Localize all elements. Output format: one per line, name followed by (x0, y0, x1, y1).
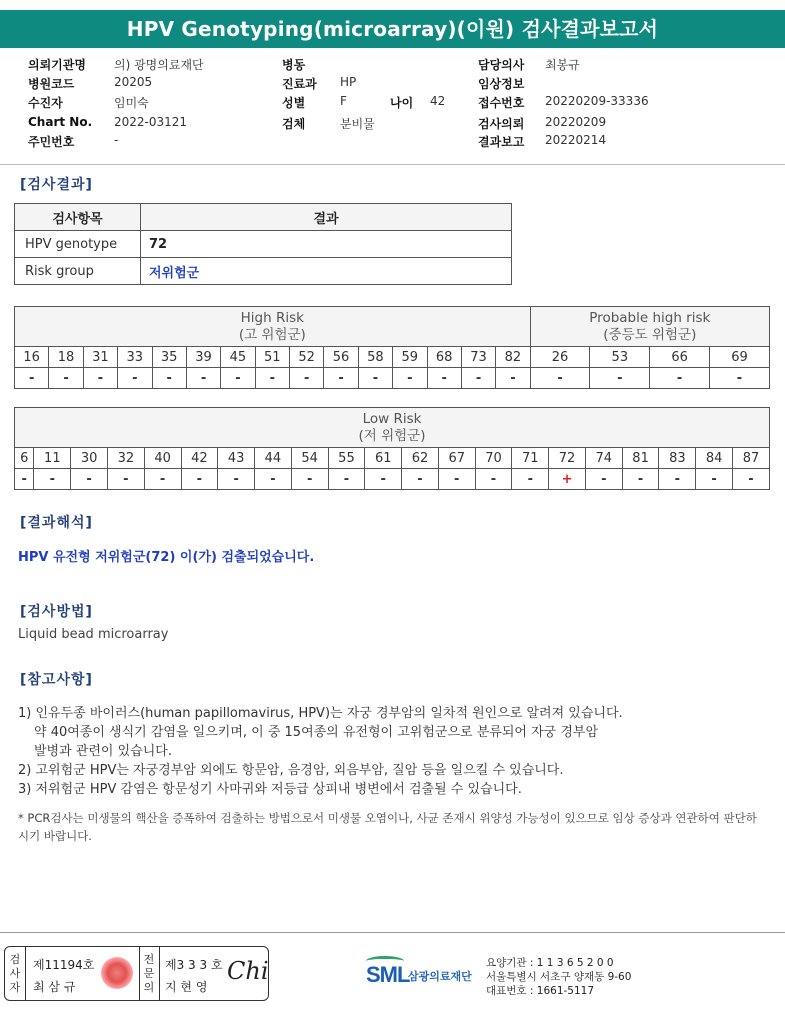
genotype-result-cell: - (218, 469, 255, 490)
genotype-type-cell: 44 (255, 448, 292, 469)
genotype-type-cell: 72 (549, 448, 586, 469)
method-text: Liquid bead microarray (18, 627, 169, 642)
genotype-result-cell: - (118, 368, 152, 389)
table-row (15, 408, 770, 448)
info-clinical: 임상정보 (478, 77, 525, 91)
genotype-type-cell: 55 (328, 448, 365, 469)
genotype-type-cell: 26 (530, 347, 590, 368)
genotype-result-cell: - (328, 469, 365, 490)
info-ward: 병동 (282, 58, 306, 72)
genotype-result-cell: - (461, 368, 495, 389)
footer-divider (0, 932, 785, 933)
genotype-type-cell: 6 (15, 448, 34, 469)
tester-license: 제11194호 (33, 958, 95, 972)
genotype-result-cell: - (49, 368, 83, 389)
genotype-result-cell: - (107, 469, 144, 490)
genotype-type-cell: 54 (291, 448, 328, 469)
pcr-footnote: * PCR검사는 미생물의 핵산을 증폭하여 검출하는 방법으로서 미생물 오염이나, 사균 존재시 위양성 가능성이 있으므로 임상 증상과 연관하여 판단하시기 바랍니다. (18, 811, 757, 843)
genotype-result-cell: - (186, 368, 220, 389)
genotype-type-cell: 84 (696, 448, 733, 469)
info-sex: 성별 F (282, 94, 347, 110)
doctor-license: 제3 3 3 호 (165, 958, 223, 972)
genotype-type-cell: 35 (152, 347, 186, 368)
genotype-result-cell: - (475, 469, 512, 490)
genotype-result-cell: - (83, 368, 117, 389)
genotype-type-cell: 71 (512, 448, 549, 469)
table-row (15, 231, 512, 258)
genotype-result-cell: - (402, 469, 439, 490)
genotype-type-cell: 18 (49, 347, 83, 368)
table-row (15, 204, 512, 231)
genotype-type-cell: 32 (107, 448, 144, 469)
seal-stamp (101, 957, 133, 989)
info-specimen: 검체 분비물 (282, 117, 375, 131)
genotype-type-cell: 67 (438, 448, 475, 469)
info-receipt-no: 접수번호 20220209-33336 (478, 94, 649, 110)
result-table (14, 203, 512, 285)
info-age: 나이 42 (390, 94, 446, 110)
genotype-result-cell: - (15, 368, 49, 389)
tester-vertical-label: 검 사 자 (9, 953, 21, 994)
genotype-result-cell: - (696, 469, 733, 490)
row-label: Risk group (15, 258, 141, 285)
row-label: HPV genotype (15, 231, 141, 258)
info-resident-no: 주민번호 - (28, 133, 119, 149)
interpretation-text: HPV 유전형 저위험군(72) 이(가) 검출되었습니다. (18, 550, 315, 565)
genotype-type-cell: 16 (15, 347, 49, 368)
genotype-result-cell: - (324, 368, 358, 389)
org-address: 서울특별시 서초구 양재동 9-60 (486, 971, 632, 983)
report-title: HPV Genotyping(microarray)(이원) 검사결과보고서 (0, 10, 785, 48)
header-result: 결과 (141, 204, 512, 231)
notes-list (18, 704, 623, 799)
genotype-result-cell: - (144, 469, 181, 490)
genotype-result-cell: - (393, 368, 427, 389)
genotype-type-cell: 83 (659, 448, 696, 469)
section-notes-title: [참고사항] (20, 672, 93, 688)
genotype-result-cell: - (181, 469, 218, 490)
logo-mark: SML (366, 962, 410, 987)
genotype-result-cell: - (365, 469, 402, 490)
genotype-type-cell: 30 (71, 448, 108, 469)
genotype-result-cell: - (290, 368, 324, 389)
genotype-result-cell: + (549, 469, 586, 490)
signature-box (4, 946, 269, 1001)
genotype-result-cell: - (585, 469, 622, 490)
note-item: 약 40여종이 생식기 감염을 일으키며, 이 중 15여종의 유전형이 고위험군으로 분류되어 자궁 경부암 (34, 725, 599, 740)
genotype-type-cell: 11 (34, 448, 71, 469)
genotype-type-cell: 53 (590, 347, 650, 368)
genotype-type-cell: 59 (393, 347, 427, 368)
genotype-result-cell: - (71, 469, 108, 490)
sml-logo (366, 954, 476, 994)
genotype-type-cell: 74 (585, 448, 622, 469)
note-item: 1) 인유두종 바이러스(human papillomavirus, HPV)는 자궁 경부암의 일차적 원인으로 알려져 있습니다. (18, 706, 623, 721)
table-row (15, 307, 770, 347)
note-item: 2) 고위험군 HPV는 자궁경부암 외에도 항문암, 음경암, 외음부암, 질암 등을 일으킬 수 있습니다. (18, 763, 564, 778)
note-item: 발병과 관련이 있습니다. (34, 744, 172, 759)
genotype-result-cell: - (438, 469, 475, 490)
info-chart-no: Chart No. 2022-03121 (28, 115, 188, 129)
divider (0, 164, 785, 165)
genotype-type-cell: 31 (83, 347, 117, 368)
low-risk-header: Low Risk (저 위험군) (15, 408, 770, 448)
genotype-type-cell: 62 (402, 448, 439, 469)
genotype-result-cell: - (291, 469, 328, 490)
tester-name: 최 삼 규 (33, 980, 76, 994)
info-doctor: 담당의사 최봉규 (478, 58, 580, 72)
genotype-result-cell: - (650, 368, 710, 389)
genotype-result-cell: - (512, 469, 549, 490)
genotype-result-cell: - (590, 368, 650, 389)
genotype-result-cell: - (255, 368, 289, 389)
genotype-result-cell: - (255, 469, 292, 490)
header-item: 검사항목 (15, 204, 141, 231)
genotype-type-cell: 69 (710, 347, 770, 368)
divider (25, 947, 26, 1000)
info-hospital-code: 병원코드 20205 (28, 75, 153, 91)
genotype-result-cell: - (530, 368, 590, 389)
genotype-type-cell: 45 (221, 347, 255, 368)
info-request-date: 검사의뢰 20220209 (478, 115, 607, 131)
divider (139, 947, 140, 1000)
info-department: 진료과 HP (282, 75, 357, 91)
doctor-signature: Chi (227, 957, 269, 985)
genotype-type-cell: 70 (475, 448, 512, 469)
genotype-type-cell: 33 (118, 347, 152, 368)
genotype-result-cell: - (427, 368, 461, 389)
note-item: 3) 저위험군 HPV 감염은 항문성기 사마귀와 저등급 상피내 병변에서 검출될 수 있습니다. (18, 782, 522, 797)
genotype-type-cell: 51 (255, 347, 289, 368)
high-risk-header: High Risk (고 위험군) (15, 307, 531, 347)
table-row (15, 347, 770, 368)
genotype-type-cell: 43 (218, 448, 255, 469)
genotype-type-cell: 61 (365, 448, 402, 469)
info-hospital: 의뢰기관명 의) 광명의료재단 (28, 58, 204, 72)
genotype-type-cell: 52 (290, 347, 324, 368)
probable-risk-header: Probable high risk (중등도 위험군) (530, 307, 769, 347)
table-row (15, 469, 770, 490)
genotype-type-cell: 66 (650, 347, 710, 368)
section-result-title: [검사결과] (20, 177, 93, 193)
divider (159, 947, 160, 1000)
org-phone: 대표번호 : 1661-5117 (486, 985, 595, 997)
high-risk-table (14, 306, 770, 389)
genotype-result-cell: - (358, 368, 392, 389)
org-code: 요양기관 : 1 1 3 6 5 2 0 0 (486, 957, 614, 969)
genotype-result-cell: - (496, 368, 530, 389)
genotype-result-cell: - (659, 469, 696, 490)
organization-info (486, 956, 631, 998)
info-patient: 수진자 임미숙 (28, 96, 149, 110)
genotype-result-cell: - (622, 469, 659, 490)
row-value: 저위험군 (141, 258, 512, 285)
low-risk-table (14, 407, 770, 490)
info-report-date: 결과보고 20220214 (478, 133, 607, 149)
genotype-type-cell: 58 (358, 347, 392, 368)
genotype-type-cell: 56 (324, 347, 358, 368)
table-row (15, 448, 770, 469)
genotype-type-cell: 81 (622, 448, 659, 469)
table-row (15, 258, 512, 285)
genotype-type-cell: 40 (144, 448, 181, 469)
genotype-result-cell: - (34, 469, 71, 490)
genotype-type-cell: 87 (732, 448, 769, 469)
section-method-title: [검사방법] (20, 604, 93, 620)
genotype-result-cell: - (732, 469, 769, 490)
table-row (15, 368, 770, 389)
genotype-type-cell: 39 (186, 347, 220, 368)
section-interpretation-title: [결과해석] (20, 515, 93, 531)
genotype-result-cell: - (221, 368, 255, 389)
logo-name: 삼광의료재단 (408, 970, 472, 983)
doctor-vertical-label: 전 문 의 (143, 953, 155, 994)
genotype-type-cell: 82 (496, 347, 530, 368)
genotype-type-cell: 73 (461, 347, 495, 368)
genotype-type-cell: 68 (427, 347, 461, 368)
row-value: 72 (141, 231, 512, 258)
genotype-result-cell: - (15, 469, 34, 490)
doctor-name: 지 현 영 (165, 980, 208, 994)
genotype-result-cell: - (710, 368, 770, 389)
genotype-result-cell: - (152, 368, 186, 389)
genotype-type-cell: 42 (181, 448, 218, 469)
